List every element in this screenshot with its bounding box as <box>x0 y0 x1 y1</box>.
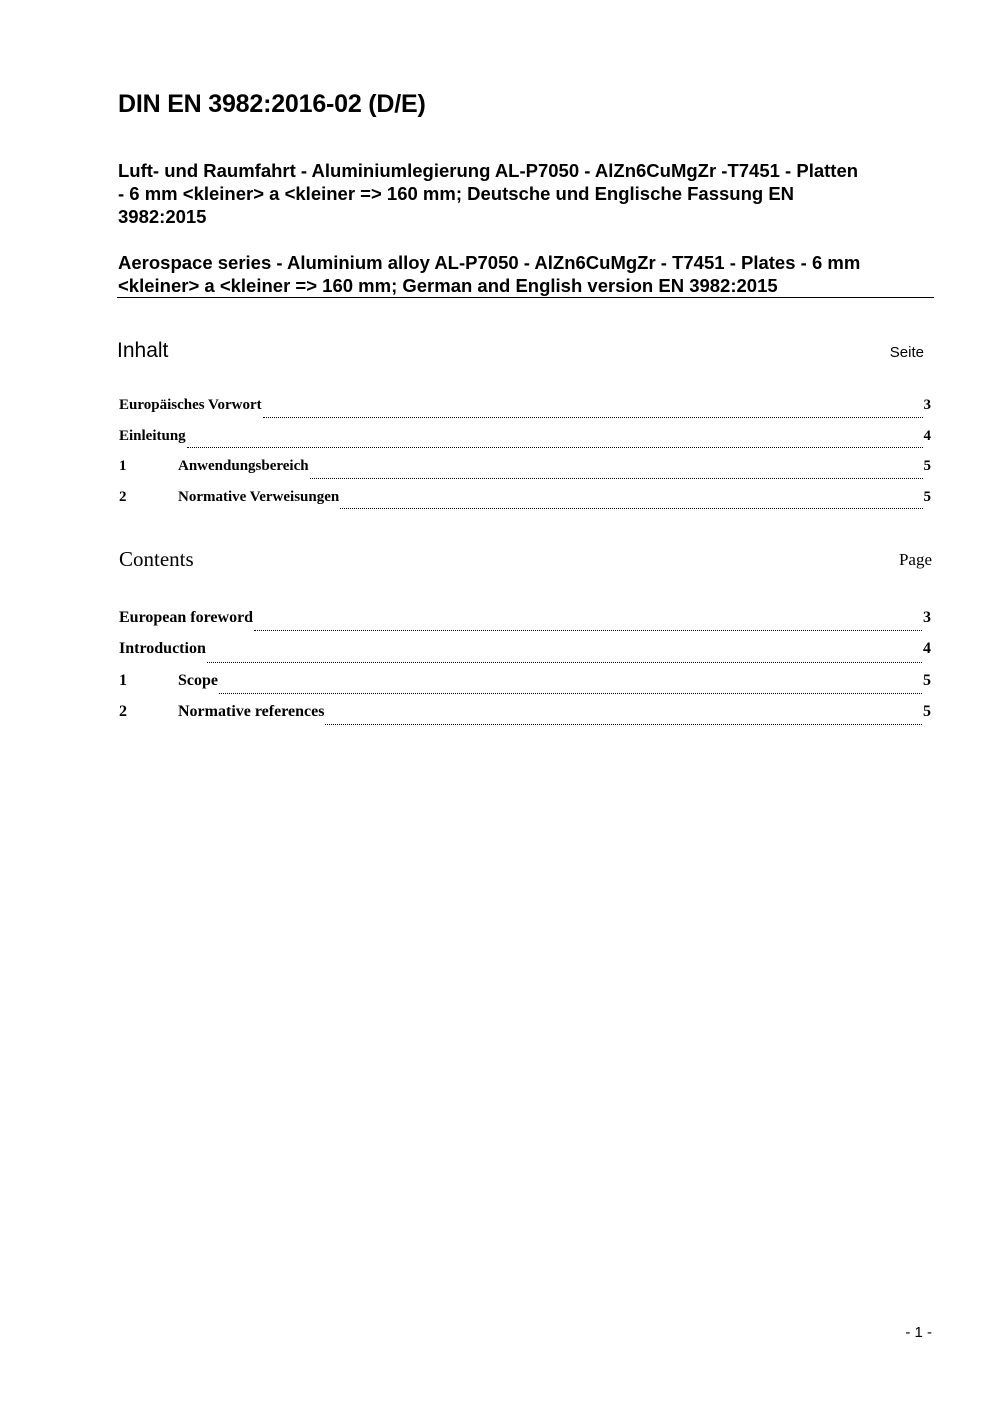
footer-page-number: - 1 - <box>905 1324 932 1341</box>
toc-de-entry-scope[interactable] <box>119 455 931 486</box>
toc-entry-page: 5 <box>923 702 931 720</box>
subtitle-english-line: <kleiner> a <kleiner => 160 mm; German and English version EN 3982:2015 <box>118 275 778 296</box>
subtitle-english <box>118 251 938 297</box>
toc-entry-title: Europäisches Vorwort <box>119 397 262 413</box>
toc-leader-dots <box>254 629 922 631</box>
toc-en-entry-normative-references[interactable] <box>119 701 931 732</box>
toc-entry-number: 1 <box>119 458 127 474</box>
toc-leader-dots <box>340 507 922 509</box>
toc-en-list <box>119 607 931 732</box>
toc-entry-title: European foreword <box>119 609 254 626</box>
toc-leader-dots <box>207 661 922 663</box>
toc-de-heading: Inhalt <box>117 339 169 362</box>
toc-en-page-label: Page <box>898 550 932 569</box>
toc-en-entry-foreword[interactable] <box>119 607 931 638</box>
toc-entry-page: 5 <box>923 671 931 689</box>
toc-entry-page: 3 <box>923 397 931 413</box>
document-title: DIN EN 3982:2016-02 (D/E) <box>118 90 426 118</box>
toc-leader-dots <box>325 723 922 725</box>
toc-entry-number: 1 <box>119 671 127 689</box>
toc-de-page-label: Seite <box>889 344 924 361</box>
toc-leader-dots <box>310 477 923 479</box>
toc-entry-number: 2 <box>119 488 127 505</box>
subtitle-german-line: Luft- und Raumfahrt - Aluminiumlegierung AL-P7050 - AlZn6CuMgZr -T7451 - Platten <box>118 160 859 181</box>
subtitle-english-line: Aerospace series - Aluminium alloy AL-P7050 - AlZn6CuMgZr - T7451 - Plates - 6 mm <box>118 252 861 273</box>
toc-entry-page: 5 <box>923 458 931 474</box>
toc-entry-page: 3 <box>923 609 931 626</box>
toc-de-entry-normative-references[interactable] <box>119 486 931 517</box>
subtitle-german <box>118 159 938 228</box>
toc-entry-title: Einleitung <box>119 427 186 444</box>
toc-en-heading: Contents <box>119 547 194 571</box>
toc-leader-dots <box>263 416 923 418</box>
toc-entry-title: Scope <box>178 671 218 689</box>
toc-entry-title: Normative Verweisungen <box>178 488 340 505</box>
toc-en-entry-scope[interactable] <box>119 670 931 701</box>
toc-entry-page: 4 <box>923 427 931 444</box>
toc-leader-dots <box>187 446 923 448</box>
toc-entry-title: Normative references <box>178 702 325 720</box>
toc-de-entry-introduction[interactable] <box>119 425 931 456</box>
subtitle-german-line: 3982:2015 <box>118 206 207 227</box>
toc-entry-page: 5 <box>923 488 931 505</box>
toc-entry-title: Anwendungsbereich <box>178 458 309 474</box>
title-divider <box>117 297 934 298</box>
toc-entry-number: 2 <box>119 702 127 720</box>
toc-entry-title: Introduction <box>119 640 206 658</box>
toc-leader-dots <box>219 692 922 694</box>
toc-de-entry-foreword[interactable] <box>119 394 931 425</box>
subtitle-german-line: - 6 mm <kleiner> a <kleiner => 160 mm; Deutsche und Englische Fassung EN <box>118 183 795 204</box>
toc-entry-page: 4 <box>923 640 931 658</box>
toc-de-list <box>119 394 931 516</box>
toc-en-entry-introduction[interactable] <box>119 638 931 669</box>
